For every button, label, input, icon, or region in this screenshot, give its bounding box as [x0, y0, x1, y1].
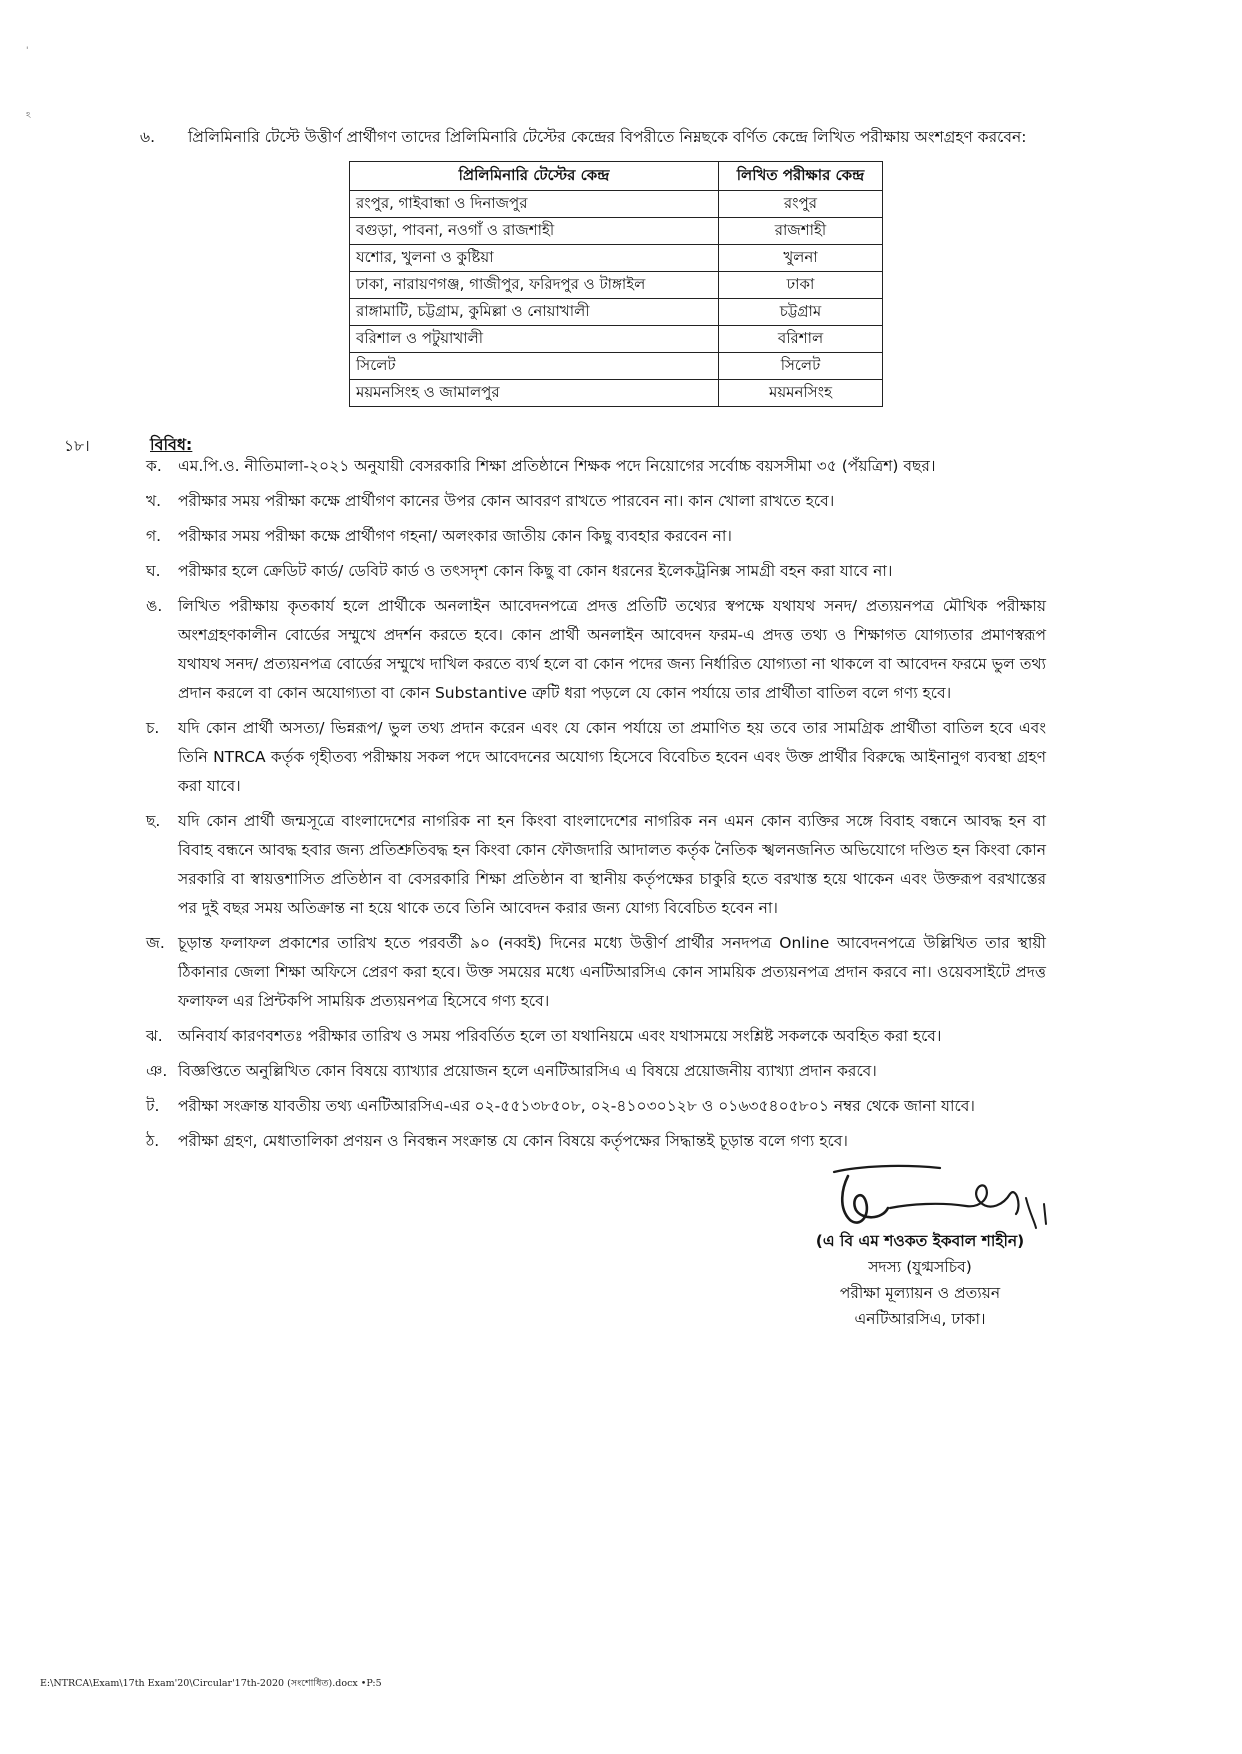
list-item-marker: জ.: [146, 934, 165, 952]
list-item-text: পরীক্ষার হলে ক্রেডিট কার্ড/ ডেবিট কার্ড ও তৎসদৃশ কোন কিছু বা কোন ধরনের ইলেকট্রনিক্স সামগ্রী বহন করা যাবে না।: [178, 562, 893, 580]
list-item: [146, 714, 1046, 801]
signatory-designation: সদস্য (যুগ্মসচিব): [868, 1258, 972, 1276]
table-header-cell: লিখিত পরীক্ষার কেন্দ্র: [719, 162, 883, 191]
list-item-text: লিখিত পরীক্ষায় কৃতকার্য হলে প্রার্থীকে অনলাইন আবেদনপত্রে প্রদত্ত প্রতিটি তথ্যের স্বপক্ষে যথাযথ সনদ/ প্রত্যয়নপত্র মৌখিক পরীক্ষায় অংশগ্রহণকালীন বোর্ডের সম্মুখে প্রদর্শন করতে হবে। কোন প্রার্থী অনলাইন আবেদন ফরম-এ প্রদত্ত তথ্য ও শিক্ষাগত যোগ্যতার প্রমাণস্বরূপ যথাযথ সনদ/ প্রত্যয়নপত্র বোর্ডের সম্মুখে দাখিল করতে ব্যর্থ হলে বা কোন পদের জন্য নির্ধারিত যোগ্যতা না থাকলে বা আবেদন ফরমে ভুল তথ্য প্রদান করলে বা কোন অযোগ্যতা বা কোন Substantive ত্রুটি ধরা পড়লে যে কোন পর্যায়ে তার প্রার্থীতা বাতিল বলে গণ্য হবে।: [178, 597, 1046, 702]
list-item-marker: ঙ.: [146, 597, 163, 615]
section-6-number: ৬.: [140, 128, 156, 146]
list-item: [146, 452, 1046, 481]
table-row: [350, 218, 883, 245]
table-cell: চট্টগ্রাম: [719, 299, 883, 326]
list-item-text: পরীক্ষার সময় পরীক্ষা কক্ষে প্রার্থীগণ গহনা/ অলংকার জাতীয় কোন কিছু ব্যবহার করবেন না।: [178, 527, 732, 545]
list-item-marker: ঞ.: [146, 1062, 168, 1080]
signatory-block: [770, 1228, 1070, 1332]
list-item-text: এম.পি.ও. নীতিমালা-২০২১ অনুযায়ী বেসরকারি শিক্ষা প্রতিষ্ঠানে শিক্ষক পদে নিয়োগের সর্বোচ্চ বয়সসীমা ৩৫ (পঁয়ত্রিশ) বছর।: [178, 457, 936, 475]
signature: [790, 1158, 1090, 1238]
miscellaneous-list: [146, 452, 1046, 1162]
list-item: [146, 592, 1046, 708]
section-18-heading: বিবিধ:: [150, 435, 193, 454]
table-cell: রংপুর, গাইবান্ধা ও দিনাজপুর: [350, 191, 719, 218]
list-item-marker: ক.: [146, 457, 162, 475]
table-row: [350, 353, 883, 380]
list-item-marker: খ.: [146, 492, 162, 510]
section-6-text: প্রিলিমিনারি টেস্টে উত্তীর্ণ প্রার্থীগণ তাদের প্রিলিমিনারি টেস্টের কেন্দ্রের বিপরীতে নিম্নছকে বর্ণিত কেন্দ্রে লিখিত পরীক্ষায় অংশগ্রহণ করবেন:: [188, 128, 1027, 146]
table-cell: সিলেট: [719, 353, 883, 380]
table-cell: বরিশাল ও পটুয়াখালী: [350, 326, 719, 353]
list-item-text: পরীক্ষা সংক্রান্ত যাবতীয় তথ্য এনটিআরসিএ-এর ০২-৫৫১৩৮৫০৮, ০২-৪১০৩০১২৮ ও ০১৬৩৫৪০৫৮০১ নম্বর থেকে জানা যাবে।: [178, 1097, 975, 1115]
list-item: [146, 807, 1046, 923]
list-item: [146, 929, 1046, 1016]
list-item-marker: ঠ.: [146, 1132, 160, 1150]
table-cell: বরিশাল: [719, 326, 883, 353]
list-item-marker: ছ.: [146, 812, 161, 830]
list-item-text: যদি কোন প্রার্থী জন্মসূত্রে বাংলাদেশের নাগরিক না হন কিংবা বাংলাদেশের নাগরিক নন এমন কোন ব্যক্তির সঙ্গে বিবাহ বন্ধনে আবদ্ধ হন বা বিবাহ বন্ধনে আবদ্ধ হবার জন্য প্রতিশ্রুতিবদ্ধ হন কিংবা কোন ফৌজদারি আদালত কর্তৃক নৈতিক স্খলনজনিত অভিযোগে দণ্ডিত হন কিংবা কোন সরকারি বা স্বায়ত্তশাসিত প্রতিষ্ঠান বা বেসরকারি শিক্ষা প্রতিষ্ঠান বা স্থানীয় কর্তৃপক্ষের চাকুরি হতে বরখাস্ত হয়ে থাকেন এবং উক্তরূপ বরখাস্তের পর দুই বছর সময় অতিক্রান্ত না হয়ে থাকে তবে তিনি আবেদন করার জন্য যোগ্য বিবেচিত হবেন না।: [178, 812, 1046, 917]
table-row: [350, 191, 883, 218]
list-item-text: যদি কোন প্রার্থী অসত্য/ ভিন্নরূপ/ ভুল তথ্য প্রদান করেন এবং যে কোন পর্যায়ে তা প্রমাণিত হয় তবে তার সামগ্রিক প্রার্থীতা বাতিল হবে এবং তিনি NTRCA কর্তৃক গৃহীতব্য পরীক্ষায় সকল পদে আবেদনের অযোগ্য হিসেবে বিবেচিত হবেন এবং উক্ত প্রার্থীর বিরুদ্ধে আইনানুগ ব্যবস্থা গ্রহণ করা যাবে।: [178, 719, 1046, 795]
table-row: [350, 380, 883, 407]
list-item-text: বিজ্ঞপ্তিতে অনুল্লিখিত কোন বিষয়ে ব্যাখ্যার প্রয়োজন হলে এনটিআরসিএ এ বিষয়ে প্রয়োজনীয় ব্যাখ্যা প্রদান করবে।: [178, 1062, 877, 1080]
table-cell: খুলনা: [719, 245, 883, 272]
table-row: [350, 299, 883, 326]
table-row: [350, 272, 883, 299]
signatory-name: (এ বি এম শওকত ইকবাল শাহীন): [815, 1232, 1025, 1250]
list-item-text: চূড়ান্ত ফলাফল প্রকাশের তারিখ হতে পরবর্তী ৯০ (নব্বই) দিনের মধ্যে উত্তীর্ণ প্রার্থীর সনদপত্র Online আবেদনপত্রে উল্লিখিত তার স্থায়ী ঠিকানার জেলা শিক্ষা অফিসে প্রেরণ করা হবে। উক্ত সময়ের মধ্যে এনটিআরসিএ কোন সাময়িক প্রত্যয়নপত্র প্রদান করবে না। ওয়েবসাইটে প্রদত্ত ফলাফল এর প্রিন্টকপি সাময়িক প্রত্যয়নপত্র হিসেবে গণ্য হবে।: [178, 934, 1046, 1010]
table-cell: সিলেট: [350, 353, 719, 380]
list-item-text: পরীক্ষার সময় পরীক্ষা কক্ষে প্রার্থীগণ কানের উপর কোন আবরণ রাখতে পারবেন না। কান খোলা রাখতে হবে।: [178, 492, 835, 510]
list-item: [146, 1092, 1046, 1121]
footer-file-path: E:\NTRCA\Exam\17th Exam'20\Circular'17th-2020 (সংশোধিত).docx •P:5: [40, 1678, 382, 1689]
scan-mark: ': [26, 46, 29, 56]
list-item: [146, 522, 1046, 551]
list-item-marker: ট.: [146, 1097, 160, 1115]
table-cell: যশোর, খুলনা ও কুষ্টিয়া: [350, 245, 719, 272]
section-18-number: ১৮।: [64, 437, 90, 455]
table-cell: রাঙ্গামাটি, চট্টগ্রাম, কুমিল্লা ও নোয়াখালী: [350, 299, 719, 326]
table-cell: ঢাকা: [719, 272, 883, 299]
table-cell: বগুড়া, পাবনা, নওগাঁ ও রাজশাহী: [350, 218, 719, 245]
table-row: [350, 326, 883, 353]
table-row: [350, 245, 883, 272]
table-cell: ময়মনসিংহ ও জামালপুর: [350, 380, 719, 407]
list-item: [146, 557, 1046, 586]
list-item-marker: চ.: [146, 719, 160, 737]
list-item-text: অনিবার্য কারণবশতঃ পরীক্ষার তারিখ ও সময় পরিবর্তিত হলে তা যথানিয়মে এবং যথাসময়ে সংশ্লিষ্ট সকলকে অবহিত করা হবে।: [178, 1027, 942, 1045]
signature-scribble-icon: [790, 1158, 1090, 1238]
signatory-department: পরীক্ষা মূল্যায়ন ও প্রত্যয়ন: [839, 1284, 1001, 1302]
scan-mark: ঽ: [26, 111, 31, 121]
list-item-marker: ঘ.: [146, 562, 161, 580]
table-cell: রংপুর: [719, 191, 883, 218]
list-item-marker: গ.: [146, 527, 162, 545]
exam-center-table: [349, 161, 883, 407]
list-item: [146, 487, 1046, 516]
table-cell: রাজশাহী: [719, 218, 883, 245]
list-item-marker: ঝ.: [146, 1027, 163, 1045]
list-item: [146, 1127, 1046, 1156]
table-cell: ময়মনসিংহ: [719, 380, 883, 407]
table-header-cell: প্রিলিমিনারি টেস্টের কেন্দ্র: [350, 162, 719, 191]
table-cell: ঢাকা, নারায়ণগঞ্জ, গাজীপুর, ফরিদপুর ও টাঙ্গাইল: [350, 272, 719, 299]
list-item-text: পরীক্ষা গ্রহণ, মেধাতালিকা প্রণয়ন ও নিবন্ধন সংক্রান্ত যে কোন বিষয়ে কর্তৃপক্ষের সিদ্ধান্তই চূড়ান্ত বলে গণ্য হবে।: [178, 1132, 848, 1150]
list-item: [146, 1022, 1046, 1051]
signatory-office: এনটিআরসিএ, ঢাকা।: [854, 1310, 986, 1328]
table-header-row: [350, 162, 883, 191]
list-item: [146, 1057, 1046, 1086]
